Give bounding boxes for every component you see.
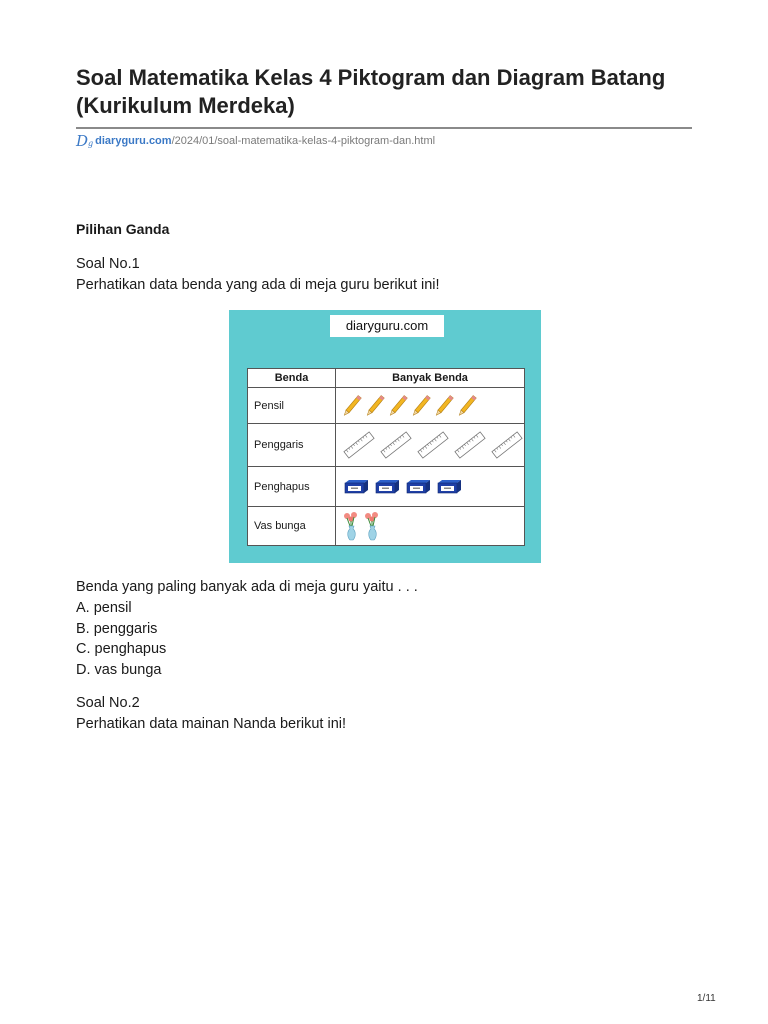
pictogram-row — [248, 424, 525, 467]
ruler-icon — [416, 427, 450, 463]
option-d[interactable]: D. vas bunga — [76, 661, 162, 678]
ruler-icon — [342, 427, 376, 463]
pictogram-icon-group — [342, 511, 524, 541]
pictogram-icon-group — [342, 394, 524, 418]
option-b[interactable]: B. penggaris — [76, 620, 158, 637]
pictogram-icons-cell — [336, 424, 525, 467]
pictogram-item-label: Penghapus — [248, 467, 336, 507]
document-title: Soal Matematika Kelas 4 Piktogram dan Diagram Batang (Kurikulum Merdeka) — [76, 65, 666, 118]
pictogram-row — [248, 467, 525, 507]
header-banyak-benda: Banyak Benda — [336, 369, 525, 388]
eraser-icon — [435, 479, 463, 495]
q1-question: Benda yang paling banyak ada di meja guru yaitu . . . — [76, 579, 418, 595]
header-benda: Benda — [248, 369, 336, 388]
eraser-icon — [404, 479, 432, 495]
section-heading: Pilihan Ganda — [76, 221, 170, 237]
ruler-icon — [453, 427, 487, 463]
pencil-icon — [388, 394, 408, 418]
option-c[interactable]: C. penghapus — [76, 641, 167, 657]
pencil-icon — [411, 394, 431, 418]
pictogram-item-label: Vas bunga — [248, 507, 336, 546]
pictogram-item-label: Penggaris — [248, 424, 336, 467]
option-a[interactable]: A. pensil — [76, 600, 132, 616]
pictogram-header-row — [248, 369, 525, 388]
pictogram-figure — [229, 310, 541, 563]
q1-label: Soal No.1 — [76, 256, 140, 272]
source-domain-link[interactable]: diaryguru.com — [95, 135, 172, 147]
diaryguru-logo-icon: Dg — [76, 132, 94, 150]
pencil-icon — [365, 394, 385, 418]
page-number: 1/11 — [697, 993, 716, 1004]
ruler-icon — [490, 427, 524, 463]
q1-options — [76, 598, 166, 680]
flower-vase-icon — [342, 511, 360, 541]
source-line — [76, 132, 435, 150]
pictogram-icons-cell — [336, 507, 525, 546]
pictogram-item-label: Pensil — [248, 388, 336, 424]
pencil-icon — [342, 394, 362, 418]
pictogram-icon-group — [342, 427, 524, 463]
q2-prompt: Perhatikan data mainan Nanda berikut ini! — [76, 716, 347, 732]
title-divider — [76, 127, 692, 129]
pictogram-row — [248, 388, 525, 424]
eraser-icon — [342, 479, 370, 495]
q1-prompt: Perhatikan data benda yang ada di meja guru berikut ini! — [76, 277, 440, 293]
pencil-icon — [457, 394, 477, 418]
pictogram-table — [247, 368, 525, 546]
eraser-icon — [373, 479, 401, 495]
ruler-icon — [379, 427, 413, 463]
pictogram-icons-cell — [336, 467, 525, 507]
pictogram-row — [248, 507, 525, 546]
pictogram-icon-group — [342, 479, 524, 495]
q2-label: Soal No.2 — [76, 695, 140, 711]
pencil-icon — [434, 394, 454, 418]
pictogram-icons-cell — [336, 388, 525, 424]
flower-vase-icon — [363, 511, 381, 541]
source-path-link[interactable]: /2024/01/soal-matematika-kelas-4-piktogram-dan.html — [171, 135, 436, 147]
figure-watermark: diaryguru.com — [330, 315, 444, 337]
